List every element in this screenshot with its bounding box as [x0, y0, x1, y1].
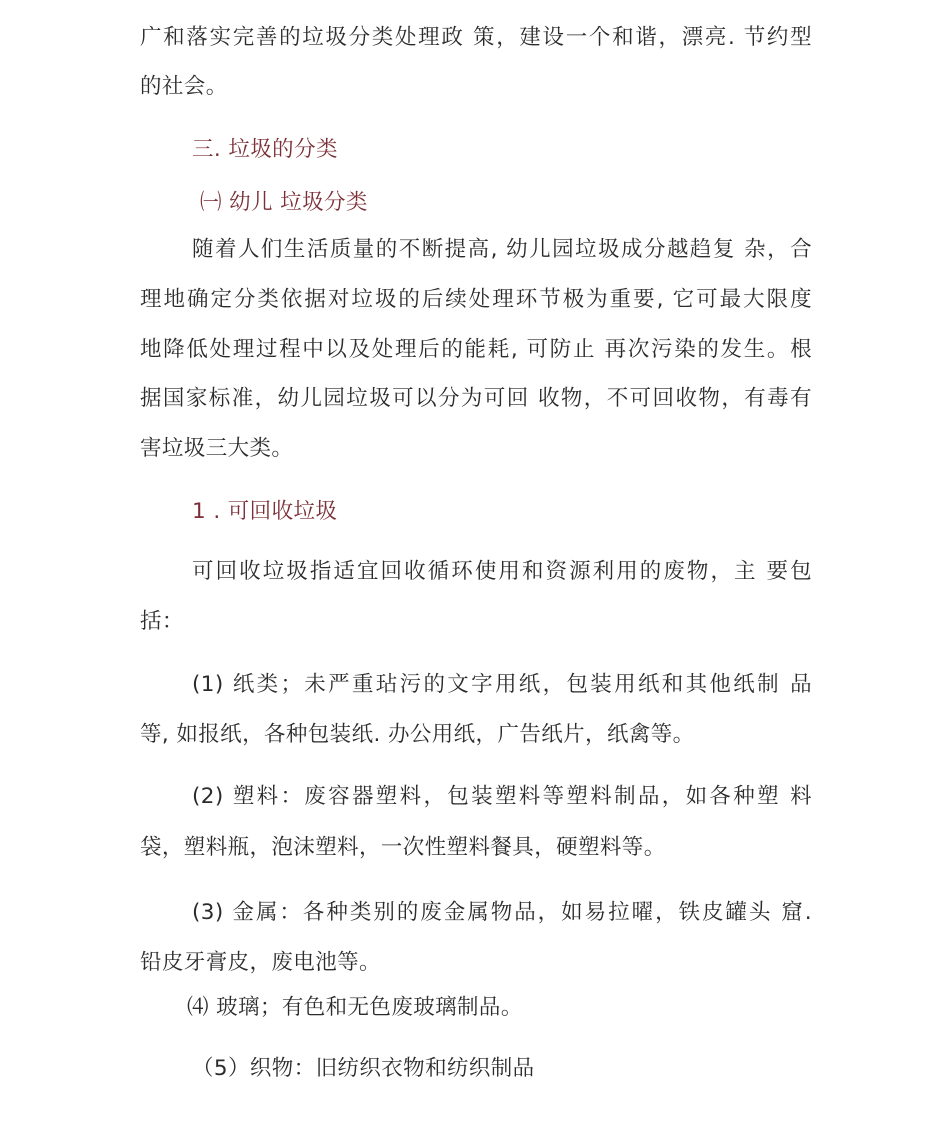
item-1-line-2: 等, 如报纸，各种包装纸. 办公用纸，广告纸片，纸禽等。	[140, 722, 695, 747]
subsection-1-para-line-4: 据国家标准，幼儿园垃圾可以分为可回 收物，不可回收物，有毒有	[140, 386, 812, 411]
section-3-heading: 三. 垃圾的分类	[192, 137, 338, 162]
subsection-1-heading: ㈠ 幼儿 垃圾分类	[200, 190, 368, 215]
subsection-1-para-line-2: 理地确定分类依据对垃圾的后续处理环节极为重要, 它可最大限度	[140, 287, 812, 312]
intro-line-1: 广和落实完善的垃圾分类处理政 策，建设一个和谐，漂亮. 节约型	[140, 25, 812, 50]
item-1-line-1: (1) 纸类；未严重玷污的文字用纸，包装用纸和其他纸制 品	[192, 672, 812, 697]
intro-line-2: 的社会。	[140, 74, 228, 99]
item-2-line-2: 袋，塑料瓶，泡沫塑料，一次性塑料餐具，硬塑料等。	[140, 835, 666, 860]
item-2-line-1: (2) 塑料：废容器塑料，包装塑料等塑料制品，如各种塑 料	[192, 784, 812, 809]
subsection-1-para-line-1: 随着人们生活质量的不断提高, 幼儿园垃圾成分越趋复 杂，合	[192, 237, 812, 262]
item-3-line-2: 铅皮牙膏皮，废电池等。	[140, 950, 381, 975]
subsection-1-para-line-5: 害垃圾三大类。	[140, 436, 294, 461]
item-5: （5）织物：旧纺织衣物和纺织制品	[192, 1056, 535, 1081]
item-4: ⑷ 玻璃；有色和无色废玻璃制品。	[187, 995, 523, 1020]
recyclable-intro-line-1: 可回收垃圾指适宜回收循环使用和资源利用的废物，主 要包	[192, 559, 812, 584]
recyclable-intro-line-2: 括：	[140, 609, 184, 634]
recyclable-heading: 1 . 可回收垃圾	[192, 499, 338, 524]
item-3-line-1: (3) 金属：各种类别的废金属物品，如易拉曜，铁皮罐头 窟.	[192, 900, 812, 925]
subsection-1-para-line-3: 地降低处理过程中以及处理后的能耗, 可防止 再次污染的发生。根	[140, 337, 812, 362]
